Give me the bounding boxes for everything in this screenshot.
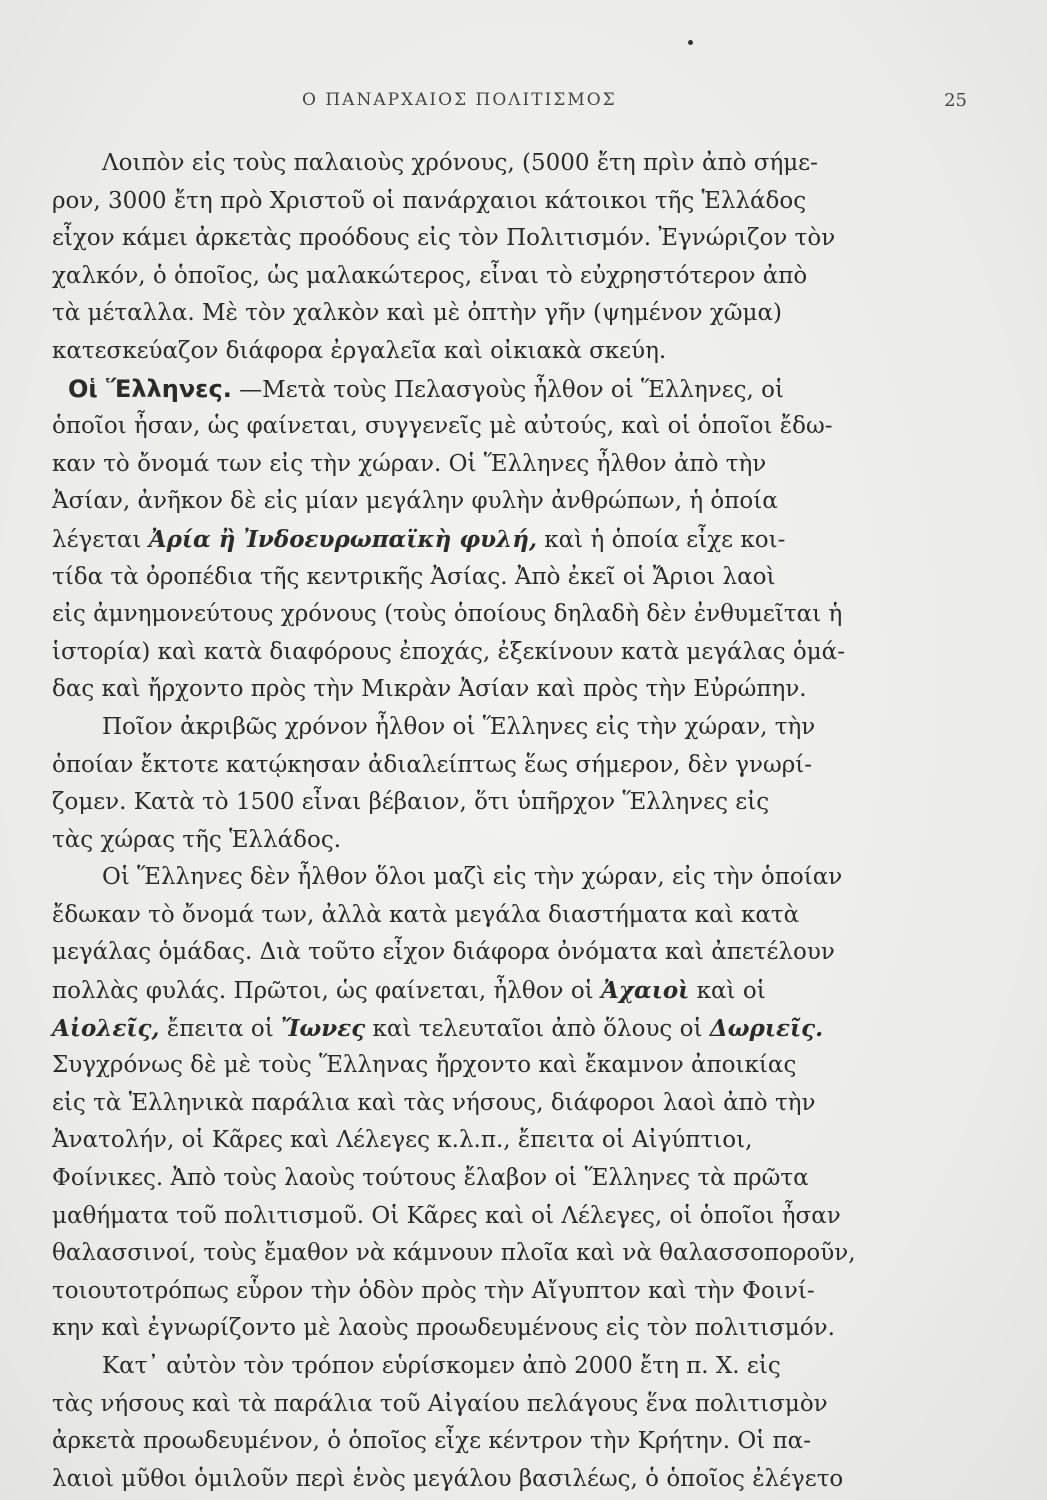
emphasized-term: Ἴωνες	[281, 1014, 366, 1042]
text-line: λαιοὶ μῦθοι ὁμιλοῦν περὶ ἑνὸς μεγάλου βασιλέως, ὁ ὁποῖος ἐλέγετο	[52, 1465, 844, 1492]
ink-speck	[688, 40, 693, 45]
text-line: Φοίνικες. Ἀπὸ τοὺς λαοὺς τούτους ἔλαβον οἱ Ἕλληνες τὰ πρῶτα	[52, 1165, 809, 1192]
text-span: —Μετὰ τοὺς Πελασγοὺς ἦλθον οἱ Ἕλληνες, οἱ	[231, 376, 785, 403]
text-line: τὰ μέταλλα. Μὲ τὸν χαλκὸν καὶ μὲ ὀπτὴν γῆν (ψημένον χῶμα)	[52, 300, 782, 327]
text-line: εἰς τὰ Ἑλληνικὰ παράλια καὶ τὰς νήσους, διάφοροι λαοὶ ἀπὸ τὴν	[52, 1089, 816, 1116]
text-line: Οἱ Ἕλληνες δὲν ἦλθον ὅλοι μαζὶ εἰς τὴν χώραν, εἰς τὴν ὁποίαν	[102, 864, 843, 891]
emphasized-term: Δωριεῖς.	[709, 1014, 824, 1042]
section-heading: Οἱ Ἕλληνες.	[68, 374, 232, 403]
text-line: Ποῖον ἀκριβῶς χρόνον ἦλθον οἱ Ἕλληνες εἰς τὴν χώραν, τὴν	[102, 713, 816, 740]
text-line: θαλασσινοί, τοὺς ἔμαθον νὰ κάμνουν πλοῖα καὶ νὰ θαλασσοποροῦν,	[52, 1240, 856, 1267]
text-span: λέγεται	[52, 526, 149, 553]
text-line: καν τὸ ὄνομά των εἰς τὴν χώραν. Οἱ Ἕλληνες ἦλθον ἀπὸ τὴν	[52, 450, 767, 477]
running-title: Ο ΠΑΝΑΡΧΑΙΟΣ ΠΟΛΙΤΙΣΜΟΣ	[302, 90, 617, 110]
text-span: πολλὰς φυλάς. Πρῶτοι, ὡς φαίνεται, ἦλθον οἱ	[52, 978, 602, 1005]
text-line: μαθήματα τοῦ πολιτισμοῦ. Οἱ Κᾶρες καὶ οἱ Λέλεγες, οἱ ὁποῖοι ἦσαν	[52, 1202, 841, 1229]
text-line	[52, 1010, 932, 1048]
text-span: καὶ τελευταῖοι ἀπὸ ὅλους οἱ	[365, 1015, 710, 1042]
text-line: χαλκόν, ὁ ὁποῖος, ὡς μαλακώτερος, εἶναι τὸ εὐχρηστότερον ἀπὸ	[52, 262, 808, 289]
text-line: ἱστορία) καὶ κατὰ διαφόρους ἐποχάς, ἐξεκίνουν κατὰ μεγάλας ὁμά-	[52, 638, 845, 665]
text-line: Λοιπὸν εἰς τοὺς παλαιοὺς χρόνους, (5000 ἔτη πρὶν ἀπὸ σήμε-	[102, 150, 818, 176]
text-span: καὶ ἡ ὁποία εἶχε κοι-	[536, 526, 786, 553]
text-line: Ἀσίαν, ἀνῆκον δὲ εἰς μίαν μεγάλην φυλὴν ἀνθρώπων, ἡ ὁποία	[52, 488, 778, 515]
text-line: ὁποίαν ἔκτοτε κατῴκησαν ἀδιαλείπτως ἕως σήμερον, δὲν γνωρί-	[52, 751, 813, 778]
text-line: Ἀνατολήν, οἱ Κᾶρες καὶ Λέλεγες κ.λ.π., ἔπειτα οἱ Αἰγύπτιοι,	[52, 1127, 753, 1154]
text-line: ἀρκετὰ προωδευμένον, ὁ ὁποῖος εἶχε κέντρον τὴν Κρήτην. Οἱ πα-	[52, 1428, 811, 1455]
text-line: Συγχρόνως δὲ μὲ τοὺς Ἕλληνας ἤρχοντο καὶ ἔκαμνον ἀποικίας	[52, 1052, 797, 1079]
text-line: εἰς ἀμνημονεύτους χρόνους (τοὺς ὁποίους δηλαδὴ δὲν ἐνθυμεῖται ἡ	[52, 601, 843, 628]
text-line	[52, 972, 932, 1010]
text-span: καὶ οἱ	[689, 978, 766, 1005]
text-line: τὰς νήσους καὶ τὰ παράλια τοῦ Αἰγαίου πελάγους ἕνα πολιτισμὸν	[52, 1390, 828, 1417]
text-line: κην καὶ ἐγνωρίζοντο μὲ λαοὺς προωδευμένους εἰς τὸν πολιτισμόν.	[52, 1315, 835, 1342]
text-line: τίδα τὰ ὀροπέδια τῆς κεντρικῆς Ἀσίας. Ἀπὸ ἐκεῖ οἱ Ἄριοι λαοὶ	[52, 563, 776, 590]
emphasized-term: Ἀρία ἢ Ἰνδοευρωπαϊκὴ φυλή,	[148, 525, 537, 553]
text-line: τὰς χώρας τῆς Ἑλλάδος.	[52, 826, 342, 853]
text-line: ζομεν. Κατὰ τὸ 1500 εἶναι βέβαιον, ὅτι ὑπῆρχον Ἕλληνες εἰς	[52, 789, 770, 816]
text-line: ἔδωκαν τὸ ὄνομά των, ἀλλὰ κατὰ μεγάλα διαστήματα καὶ κατὰ	[52, 901, 800, 928]
body-text	[52, 145, 932, 1498]
text-line: δας καὶ ἤρχοντο πρὸς τὴν Μικρὰν Ἀσίαν καὶ πρὸς τὴν Εὐρώπην.	[52, 676, 807, 703]
text-line: ρον, 3000 ἔτη πρὸ Χριστοῦ οἱ πανάρχαιοι κάτοικοι τῆς Ἑλλάδος	[52, 187, 807, 214]
text-line: εἶχον κάμει ἀρκετὰς προόδους εἰς τὸν Πολιτισμόν. Ἐγνώριζον τὸν	[52, 225, 836, 252]
text-line: μεγάλας ὁμάδας. Διὰ τοῦτο εἶχον διάφορα ὀνόματα καὶ ἀπετέλουν	[52, 939, 835, 966]
page-header	[52, 90, 967, 120]
text-line: τοιουτοτρόπως εὗρον τὴν ὁδὸν πρὸς τὴν Αἴγυπτον καὶ τὴν Φοινί-	[52, 1277, 815, 1304]
text-line: κατεσκεύαζον διάφορα ἐργαλεῖα καὶ οἰκιακὰ σκεύη.	[52, 337, 667, 364]
text-line	[52, 521, 932, 559]
text-span: ἔπειτα οἱ	[159, 1015, 282, 1042]
page-number: 25	[944, 90, 967, 111]
section-line	[52, 371, 932, 409]
text-line: ὁποῖοι ἦσαν, ὡς φαίνεται, συγγενεῖς μὲ αὐτούς, καὶ οἱ ὁποῖοι ἔδω-	[52, 413, 833, 440]
emphasized-term: Ἀχαιοὶ	[601, 977, 690, 1005]
emphasized-term: Αἰολεῖς,	[52, 1014, 160, 1042]
text-line: Κατ᾽ αὐτὸν τὸν τρόπον εὑρίσκομεν ἀπὸ 2000 ἔτη π. Χ. εἰς	[102, 1353, 781, 1379]
